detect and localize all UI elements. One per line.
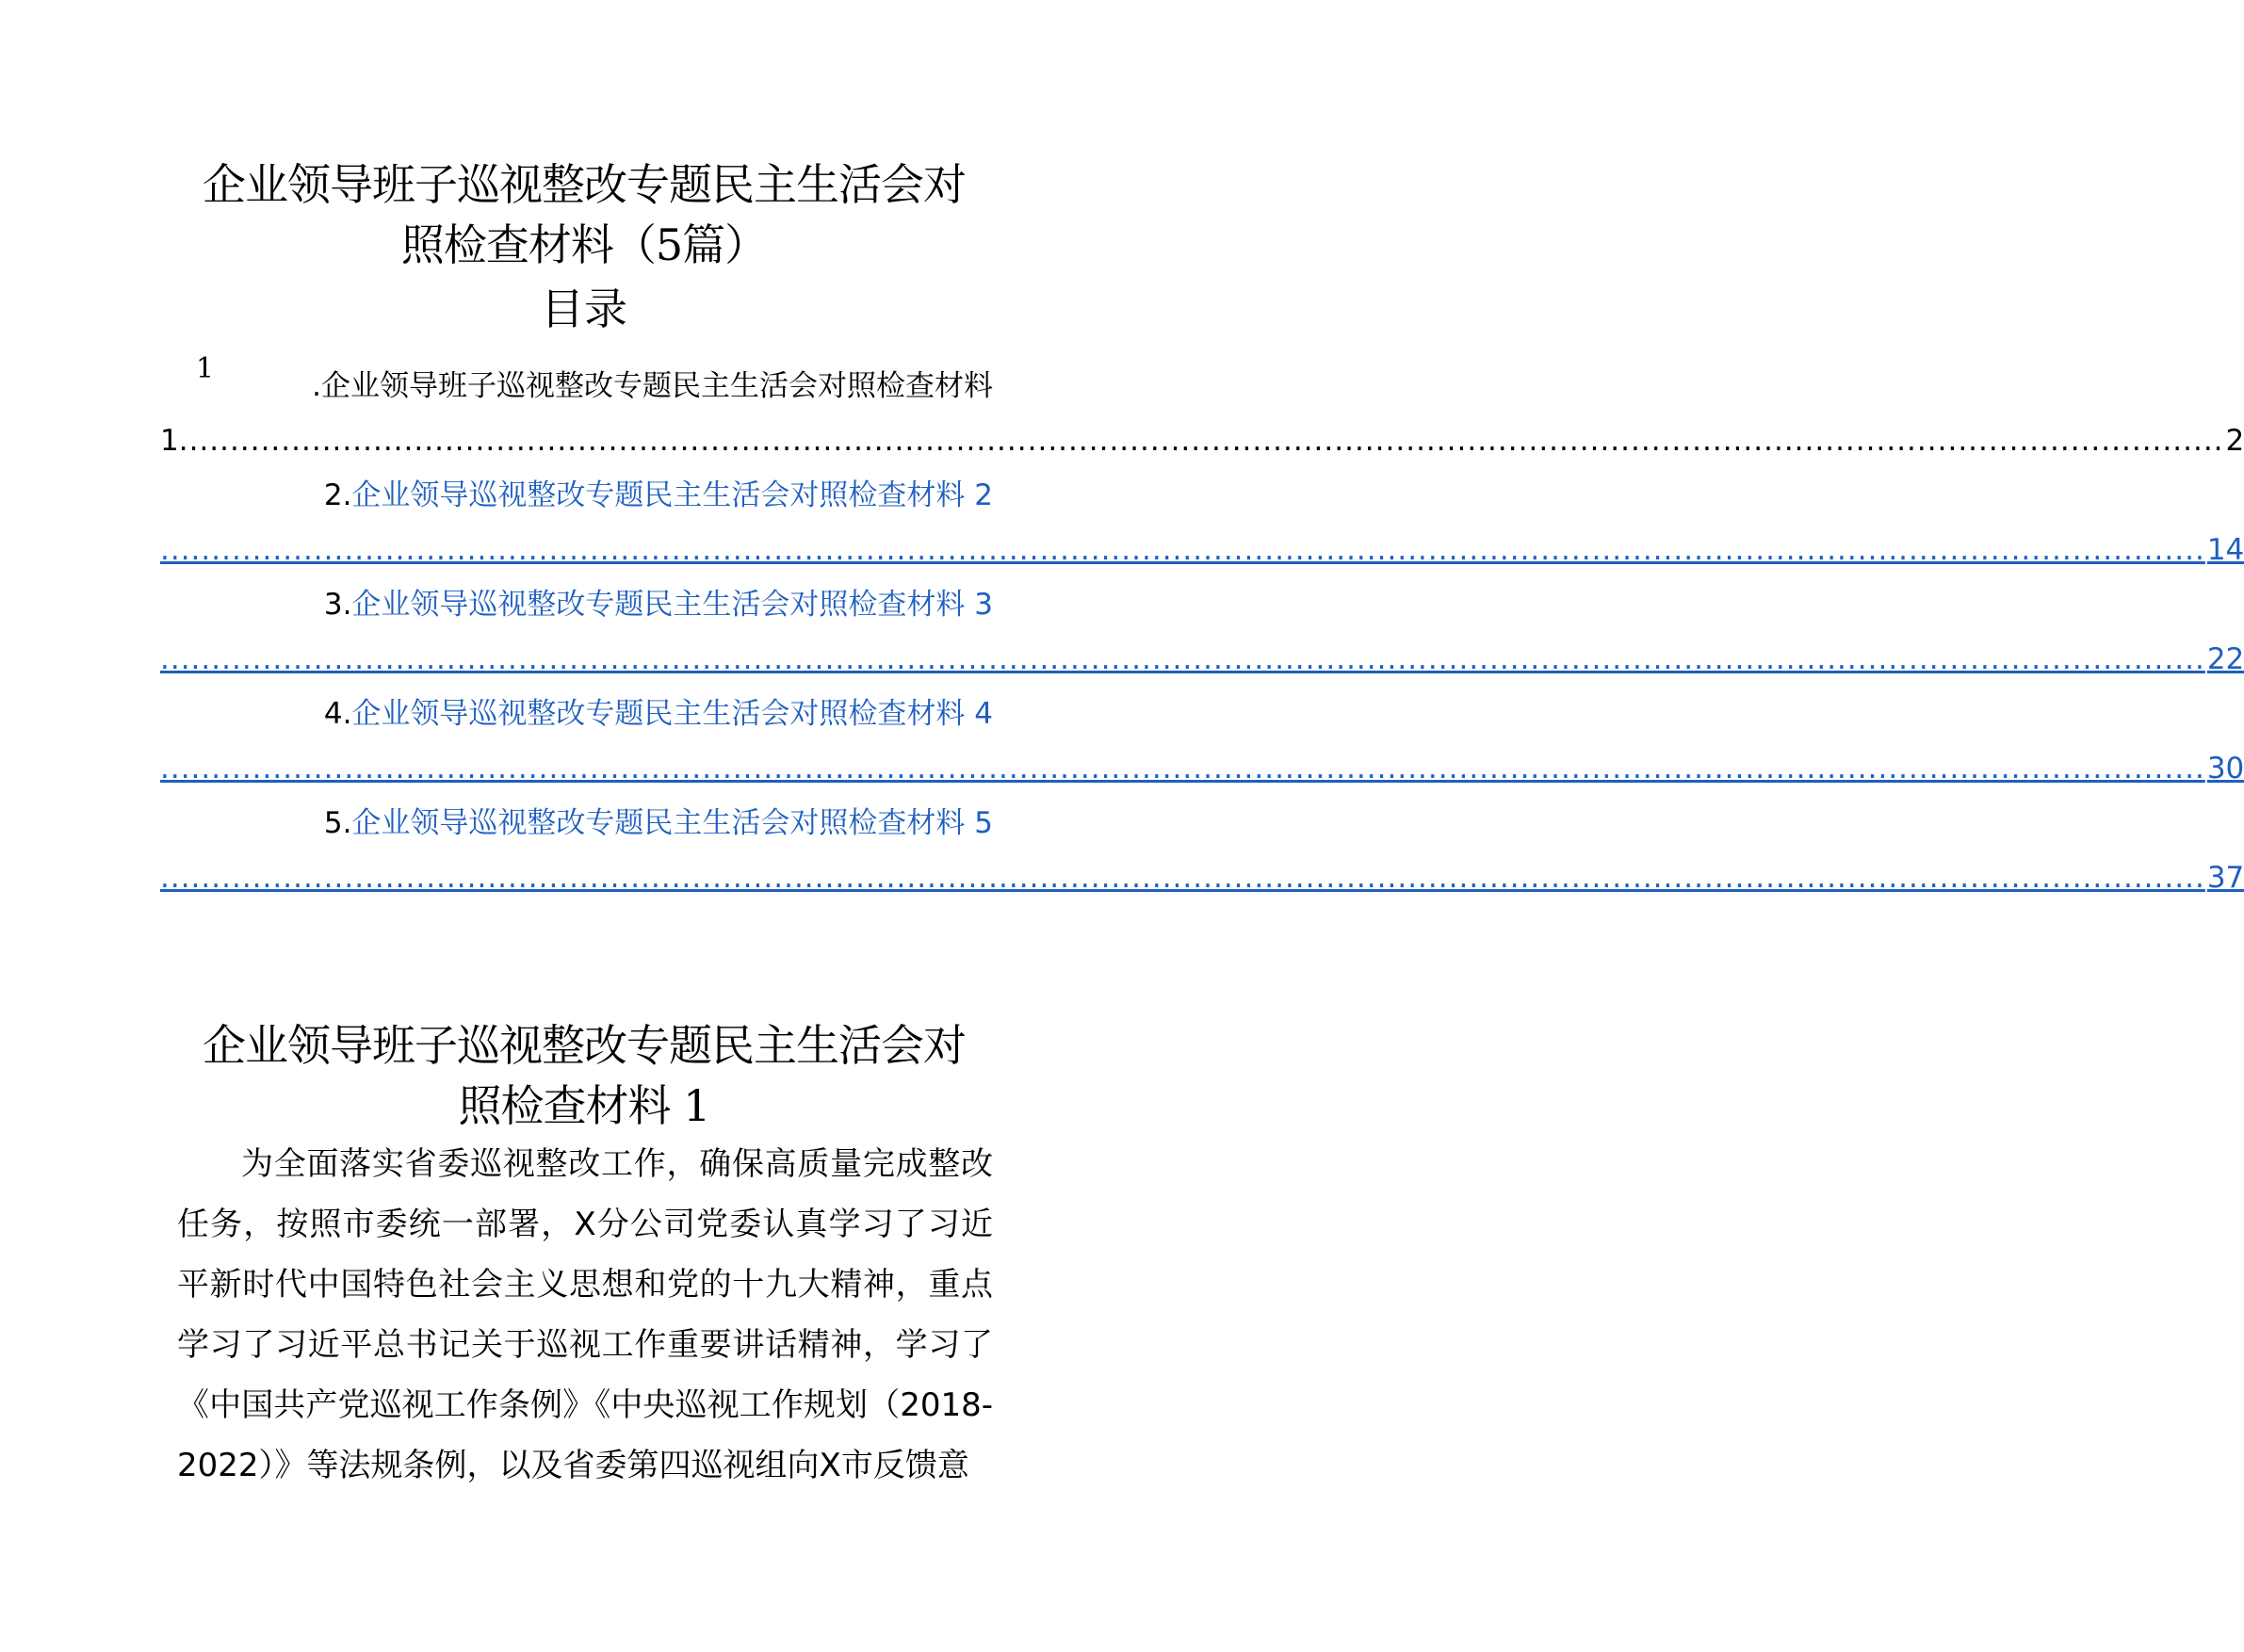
toc-entry-4[interactable] <box>177 693 993 735</box>
toc-entry-1[interactable] <box>177 365 993 407</box>
toc-entry-1-text: .企业领导班子巡视整改专题民主生活会对照检查材料 <box>312 369 993 403</box>
toc-marker: 1 <box>196 352 215 385</box>
toc-entry-2[interactable] <box>177 475 993 516</box>
toc-leader-dots: ........................................................................................................................................................................................................ <box>178 424 2224 458</box>
document-title-line-2: 照检查材料（5篇） <box>400 219 768 270</box>
toc-entry-3-leader[interactable] <box>160 639 2244 680</box>
toc-entry-4-page[interactable]: 30 <box>2206 752 2244 786</box>
toc-entry-5-link[interactable]: 企业领导巡视整改专题民主生活会对照检查材料 5 <box>351 806 993 840</box>
toc-entry-1-leader[interactable] <box>160 420 2244 462</box>
toc-entry-3-link[interactable]: 企业领导巡视整改专题民主生活会对照检查材料 3 <box>351 588 993 622</box>
toc-leader-dots: ........................................................................................................................................................................................................ <box>160 642 2205 676</box>
toc-entry-2-page[interactable]: 14 <box>2206 533 2244 567</box>
toc-entry-5[interactable] <box>177 802 993 844</box>
toc-entry-4-link[interactable]: 企业领导巡视整改专题民主生活会对照检查材料 4 <box>351 697 993 731</box>
toc-entry-2-leader[interactable] <box>160 529 2244 571</box>
toc-entry-4-prefix: 4. <box>323 697 352 731</box>
document-title <box>160 154 1008 275</box>
toc-entry-2-link[interactable]: 企业领导巡视整改专题民主生活会对照检查材料 2 <box>351 478 993 512</box>
toc-entry-3-page[interactable]: 22 <box>2206 642 2244 676</box>
section-title-line-2: 照检查材料 1 <box>458 1080 710 1131</box>
toc-entry-1-lead: 1 <box>160 424 179 458</box>
toc-entry-5-leader[interactable] <box>160 857 2244 899</box>
toc-entry-5-prefix: 5. <box>323 806 352 840</box>
toc-entry-2-prefix: 2. <box>323 478 352 512</box>
toc-leader-dots: ........................................................................................................................................................................................................ <box>160 533 2205 567</box>
toc-entry-3[interactable] <box>177 584 993 625</box>
document-title-line-1: 企业领导班子巡视整改专题民主生活会对 <box>203 159 966 210</box>
toc-leader-dots: ........................................................................................................................................................................................................ <box>160 861 2205 895</box>
toc-entry-5-page[interactable]: 37 <box>2206 861 2244 895</box>
toc-entry-3-prefix: 3. <box>323 588 352 622</box>
section-title-line-1: 企业领导班子巡视整改专题民主生活会对 <box>203 1020 966 1071</box>
toc-entry-1-page: 2 <box>2225 424 2244 458</box>
toc-heading: 目录 <box>541 283 627 334</box>
toc-entry-4-leader[interactable] <box>160 748 2244 789</box>
toc-leader-dots: ........................................................................................................................................................................................................ <box>160 752 2205 786</box>
body-paragraph: 为全面落实省委巡视整改工作，确保高质量完成整改任务，按照市委统一部署，X分公司党委认真学习了习近平新时代中国特色社会主义思想和党的十九大精神，重点学习了习近平总书记关于巡视工作重要讲话精神，学习了《中国共产党巡视工作条例》《中央巡视工作规划（2018-2022）》等法规条例，以及省委第四巡视组向X市反馈意 <box>177 1145 993 1484</box>
section-title <box>160 1015 1008 1136</box>
